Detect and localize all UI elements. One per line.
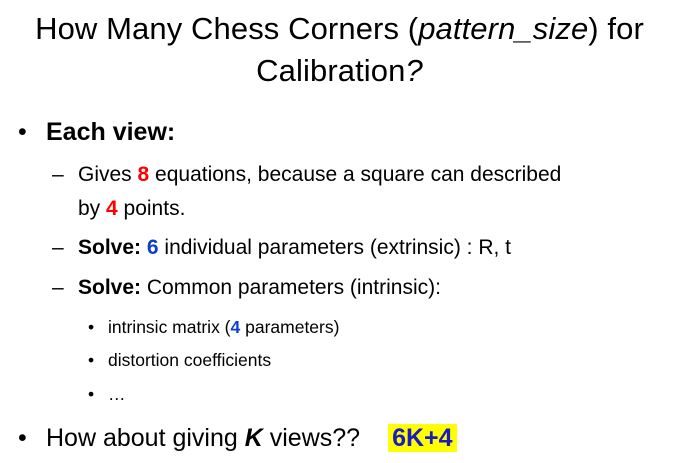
title-line-1: How Many Chess Corners (pattern_size) for bbox=[35, 11, 644, 46]
solve-label: Solve: bbox=[78, 236, 142, 259]
each-view-label: Each view: bbox=[46, 118, 176, 146]
dash-icon: – bbox=[52, 163, 64, 186]
slide-title bbox=[0, 8, 679, 92]
bullet-icon: • bbox=[18, 118, 27, 146]
bullet-icon: • bbox=[88, 384, 95, 404]
sub-item-distortion: • distortion coefficients bbox=[88, 347, 271, 373]
extrinsic-count: 6 bbox=[146, 236, 159, 259]
item-solve-extrinsic: – Solve: 6 individual parameters (extrinsic) : R, t bbox=[52, 233, 511, 263]
dash-icon: – bbox=[52, 276, 64, 299]
item-gives-equations-continued: by 4 points. bbox=[78, 197, 186, 220]
item-gives-equations: – Gives 8 equations, because a square can described bbox=[52, 160, 561, 190]
dash-icon: – bbox=[52, 236, 64, 259]
answer-highlight: 6K+4 bbox=[388, 424, 456, 452]
bullet-each-view bbox=[18, 116, 175, 148]
bullet-question: • How about giving K views?? 6K+4 bbox=[18, 422, 457, 454]
bullet-icon: • bbox=[88, 317, 95, 337]
bullet-icon: • bbox=[18, 424, 27, 452]
sub-item-intrinsic-matrix: • intrinsic matrix (4 parameters) bbox=[88, 314, 339, 340]
k-variable: K bbox=[244, 424, 263, 452]
points-count: 4 bbox=[106, 197, 118, 220]
pattern-size-term: pattern_size bbox=[418, 11, 589, 46]
sub-item-ellipsis: • … bbox=[88, 381, 126, 407]
equations-count: 8 bbox=[137, 163, 150, 186]
solve-label: Solve: bbox=[78, 276, 142, 299]
bullet-icon: • bbox=[88, 350, 95, 370]
title-line-2: Calibration? bbox=[256, 53, 423, 88]
item-solve-intrinsic: – Solve: Common parameters (intrinsic): bbox=[52, 273, 441, 303]
intrinsic-count: 4 bbox=[230, 317, 241, 337]
